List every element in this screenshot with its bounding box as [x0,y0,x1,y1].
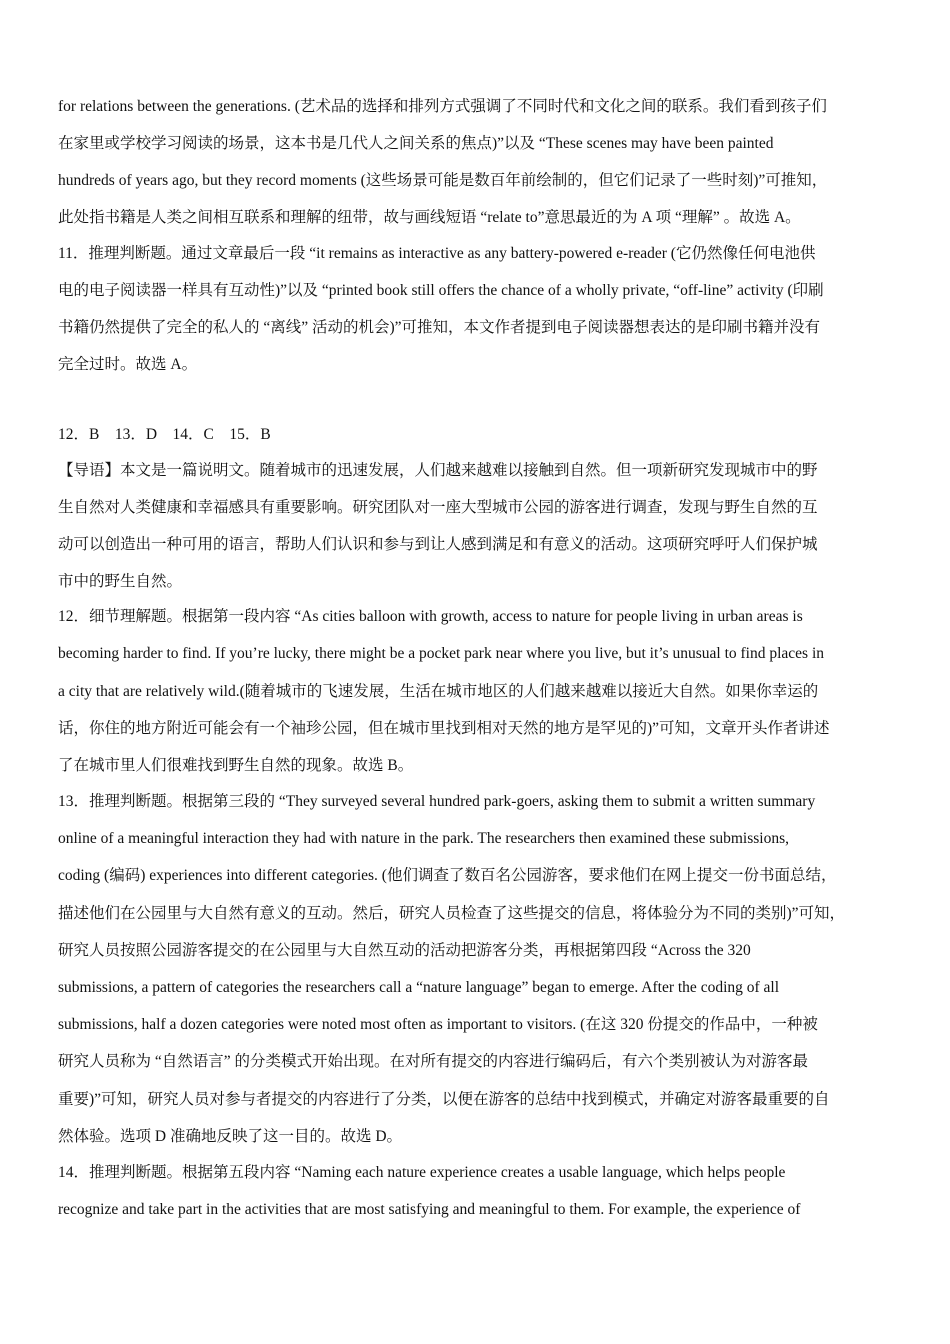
text-line: hundreds of years ago, but they record moments (这些场景可能是数百年前绘制的，但它们记录了一些时刻)”可推知， [58,172,828,189]
text-line: 研究人员称为 “自然语言” 的分类模式开始出现。在对所有提交的内容进行编码后，有六个类别被认为对游客最 [58,1053,809,1070]
text-line: a city that are relatively wild.(随着城市的飞速发展，生活在城市地区的人们越来越难以接近大自然。如果你幸运的 [58,683,819,700]
text-line: 市中的野生自然。 [58,573,183,590]
text-line: 书籍仍然提供了完全的私人的 “离线” 活动的机会)”可推知，本文作者提到电子阅读器想表达的是印刷书籍并没有 [58,319,821,336]
text-line: 在家里或学校学习阅读的场景，这本书是几代人之间关系的焦点)”以及 “These scenes may have been painted [58,135,774,152]
text-line: for relations between the generations. (艺术品的选择和排列方式强调了不同时代和文化之间的联系。我们看到孩子们 [58,98,827,115]
text-line: 13．推理判断题。根据第三段的 “They surveyed several hundred park-goers, asking them to submit a written summary [58,793,816,810]
text-line: 然体验。选项 D 准确地反映了这一目的。故选 D。 [58,1128,403,1145]
text-line: becoming harder to find. If you’re lucky, there might be a pocket park near where you live, but it’s unusual to find places in [58,645,825,662]
text-line: 重要)”可知，研究人员对参与者提交的内容进行了分类，以便在游客的总结中找到模式，并确定对游客最重要的自 [58,1091,830,1108]
intro-line: 【导语】本文是一篇说明文。随着城市的迅速发展，人们越来越难以接触到自然。但一项新研究发现城市中的野 [58,462,818,479]
text-line: 动可以创造出一种可用的语言，帮助人们认识和参与到让人感到满足和有意义的活动。这项研究呼吁人们保护城 [58,536,818,553]
answer-key-line: 12．B 13．D 14．C 15．B [58,426,271,443]
text-line: submissions, half a dozen categories were noted most often as important to visitors. (在这 320 份提交的作品中，一种被 [58,1016,818,1033]
text-line: 完全过时。故选 A。 [58,356,198,373]
text-line: online of a meaningful interaction they had with nature in the park. The researchers then examined these submissions, [58,830,790,847]
text-line: 描述他们在公园里与大自然有意义的互动。然后，研究人员检查了这些提交的信息，将体验分为不同的类别)”可知， [58,905,846,922]
text-line: 研究人员按照公园游客提交的在公园里与大自然互动的活动把游客分类，再根据第四段 “Across the 320 [58,942,751,959]
text-line: 14．推理判断题。根据第五段内容 “Naming each nature experience creates a usable language, which helps people [58,1164,786,1181]
text-line: 此处指书籍是人类之间相互联系和理解的纽带，故与画线短语 “relate to”意思最近的为 A 项 “理解” 。故选 A。 [58,209,801,226]
text-line: recognize and take part in the activities that are most satisfying and meaningful to them. For example, the experience of [58,1201,801,1218]
text-line: 11．推理判断题。通过文章最后一段 “it remains as interactive as any battery-powered e-reader (它仍然像任何电池供 [58,245,816,262]
text-line: 12．细节理解题。根据第一段内容 “As cities balloon with growth, access to nature for people living in urban areas is [58,608,803,625]
text-line: 了在城市里人们很难找到野生自然的现象。故选 B。 [58,757,414,774]
text-line: submissions, a pattern of categories the researchers call a “nature language” began to emerge. After the coding of all [58,979,780,996]
text-line: 话，你住的地方附近可能会有一个袖珍公园，但在城市里找到相对天然的地方是罕见的)”可知，文章开头作者讲述 [58,720,830,737]
text-line: 电的电子阅读器一样具有互动性)”以及 “printed book still offers the chance of a wholly private, “off-line” activity (印刷 [58,282,824,299]
text-line: 生自然对人类健康和幸福感具有重要影响。研究团队对一座大型城市公园的游客进行调查，发现与野生自然的互 [58,499,818,516]
text-line: coding (编码) experiences into different categories. (他们调查了数百名公园游客，要求他们在网上提交一份书面总结， [58,867,837,884]
